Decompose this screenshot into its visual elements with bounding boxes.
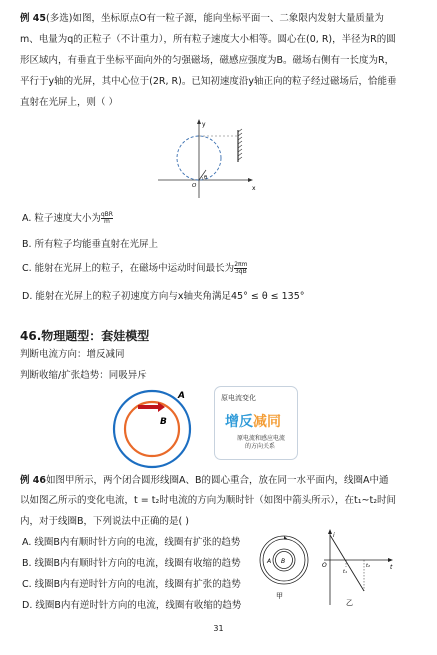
jia-label-b: B — [281, 558, 286, 565]
page-number: 31 — [213, 624, 224, 633]
ex46-line3: 内，对于线圈B，下列说法中正确的是( ) — [20, 516, 189, 527]
ex46-label: 例 46 — [20, 475, 47, 486]
ex45-option-b: B. 所有粒子均能垂直射在光屏上 — [22, 239, 159, 250]
ex45-line1-text: (多选)如图，坐标原点O有一粒子源，能向坐标平面一、二象限内发射大量质量为 — [46, 13, 384, 24]
section-46-title: 46.物理题型：套娃模型 — [20, 329, 150, 343]
ex46-option-b: B. 线圈B内有顺时针方向的电流，线圈有收缩的趋势 — [22, 558, 241, 569]
jia-label-a: A — [267, 558, 272, 565]
ex46-line2: 以如图乙所示的变化电流，t = t₂时电流的方向为顺时针（如图中箭头所示），在t₁~t₂时间 — [20, 495, 397, 506]
fig-theta-label: θ — [204, 175, 208, 181]
card-bottom-2: 的方向关系 — [245, 443, 276, 450]
coil-b-label: B — [160, 417, 167, 427]
ex45-option-c: C. 能射在光屏上的粒子，在磁场中运动时间最长为 $\frac{2\pi m}{3qB}$ — [22, 261, 248, 275]
section-46-rule2: 判断收缩/扩张趋势：同吸异斥 — [20, 370, 147, 381]
concentric-coils-diagram — [108, 384, 198, 472]
card-top-text: 原电流变化 — [221, 394, 256, 402]
ex45-label: 例 45 — [20, 13, 47, 24]
y-axis-arrow — [197, 119, 201, 124]
screen-hatching — [238, 129, 242, 160]
fig-y-label: y — [202, 121, 206, 128]
ex46-option-c: C. 线圈B内有逆时针方向的电流，线圈有扩张的趋势 — [22, 579, 241, 590]
ex46-line1-text: 如图甲所示，两个闭合圆形线圈A、B的圆心重合，放在同一水平面内，线圈A中通 — [46, 475, 389, 486]
ex45-line2: m、电量为q的正粒子（不计重力），所有粒子速度大小相等。圆心在(0, R)，半径为R的圆 — [20, 34, 396, 45]
fig-origin-label: O — [192, 183, 197, 189]
fig-x-label: x — [252, 185, 256, 192]
ex45-line5: 直射在光屏上，则（ ） — [20, 97, 119, 108]
card-big-text — [225, 411, 281, 431]
card-big-1: 增反 — [225, 414, 253, 430]
ex45-option-d: D. 能射在光屏上的粒子初速度方向与x轴夹角满足45° ≤ θ ≤ 135° — [22, 291, 305, 302]
magnetic-field-figure — [150, 118, 270, 200]
ex45-line4: 平行于y轴的光屏，其中心位于(2R, R)。已知初速度沿y轴正向的粒子经过磁场后，恰能垂 — [20, 76, 397, 87]
yi-t2-label: t₂ — [366, 563, 370, 569]
jia-caption: 甲 — [276, 592, 283, 600]
x-axis-arrow — [248, 178, 253, 182]
coil-a-label: A — [178, 391, 185, 401]
ex45-line3: 形区域内，有垂直于坐标平面向外的匀强磁场，磁感应强度为B。磁场右侧有一长度为R， — [20, 55, 395, 66]
yi-i-label: i — [333, 532, 335, 539]
card-big-2: 减同 — [253, 414, 281, 430]
yi-origin-label: O — [322, 562, 327, 569]
yi-t-label: t — [390, 564, 393, 571]
yi-t1-label: t₁ — [343, 569, 347, 575]
figure-yi — [318, 527, 398, 613]
card-bottom-text — [237, 435, 285, 451]
ex46-line1 — [20, 474, 389, 487]
ex46-option-d: D. 线圈B内有逆时针方向的电流，线圈有收缩的趋势 — [22, 600, 242, 611]
ex46-option-a: A. 线圈B内有顺时针方向的电流，线圈有扩张的趋势 — [22, 537, 241, 548]
coil-b-circle — [125, 402, 179, 456]
yi-i-axis-arrow — [328, 529, 332, 534]
yi-caption: 乙 — [346, 599, 353, 607]
section-46-rule1: 判断电流方向：增反减同 — [20, 349, 125, 360]
card-bottom-1: 原电流和感应电流 — [237, 435, 286, 442]
yi-current-line — [330, 535, 364, 591]
ex45-line1 — [20, 12, 384, 25]
rule-card — [214, 386, 298, 460]
yi-t-axis-arrow — [388, 558, 393, 562]
figure-jia — [254, 530, 314, 610]
ex45-option-a: A. 粒子速度大小为 qBR m — [22, 211, 113, 225]
